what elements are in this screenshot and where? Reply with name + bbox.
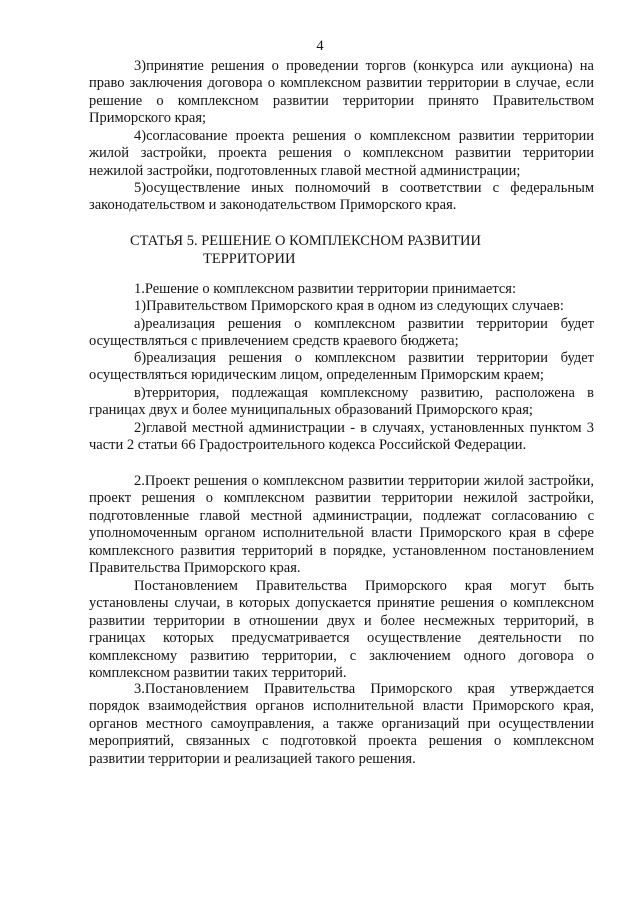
paragraph-3: 3.Постановлением Правительства Приморского края утверждается порядок взаимодействия органов исполнительной власти Приморского края, органов местного самоуправления, а также организаций при осуществлении мероприятий, связанных с подготовкой проекта решения о комплексном развитии территории и реализацией такого решения. — [89, 681, 594, 767]
page-number: 4 — [316, 38, 324, 54]
paragraph-item-3: 3)принятие решения о проведении торгов (конкурса или аукциона) на право заключения договора о комплексном развитии территории в случае, если решение о комплексном развитии территории принято Правительством Приморского края; — [89, 58, 594, 127]
paragraph-2-note: Постановлением Правительства Приморского края могут быть установлены случаи, в которых допускается принятие решения о комплексном развитии территории в отношении двух и более несмежных территорий, в границах которых предусматривается осуществление деятельности по комплексному развитию территории, с заключением одного договора о комплексном развитии таких территорий. — [89, 578, 594, 682]
article-heading — [130, 232, 560, 268]
article-heading-line-2: ТЕРРИТОРИИ — [203, 251, 296, 267]
paragraph-item-5: 5)осуществление иных полномочий в соответствии с федеральным законодательством и законодательством Приморского края. — [89, 180, 594, 214]
paragraph-1-1: 1)Правительством Приморского края в одном из следующих случаев: — [134, 298, 564, 314]
paragraph-1-1-v: в)территория, подлежащая комплексному развитию, расположена в границах двух и более муниципальных образований Приморского края; — [89, 385, 594, 419]
paragraph-1-1-a: а)реализация решения о комплексном развитии территории будет осуществляться с привлечением средств краевого бюджета; — [89, 316, 594, 350]
paragraph-2: 2.Проект решения о комплексном развитии территории жилой застройки, проект решения о комплексном развитии территории нежилой застройки, подготовленные главой местной администрации, подлежат согласованию с уполномоченным органом исполнительной власти Приморского края в сфере комплексного развития территорий в порядке, установленном постановлением Правительства Приморского края. — [89, 473, 594, 577]
paragraph-1-1-b: б)реализация решения о комплексном развитии территории будет осуществляться юридическим лицом, определенным Приморским краем; — [89, 350, 594, 384]
article-heading-line-1: СТАТЬЯ 5. РЕШЕНИЕ О КОМПЛЕКСНОМ РАЗВИТИИ — [130, 233, 481, 249]
paragraph-1-2: 2)главой местной администрации - в случаях, установленных пунктом 3 части 2 статьи 66 Градостроительного кодекса Российской Федерации. — [89, 420, 594, 454]
paragraph-item-4: 4)согласование проекта решения о комплексном развитии территории жилой застройки, проекта решения о комплексном развитии территории нежилой застройки, подготовленных главой местной администрации; — [89, 128, 594, 179]
paragraph-1: 1.Решение о комплексном развитии территории принимается: — [134, 281, 516, 297]
